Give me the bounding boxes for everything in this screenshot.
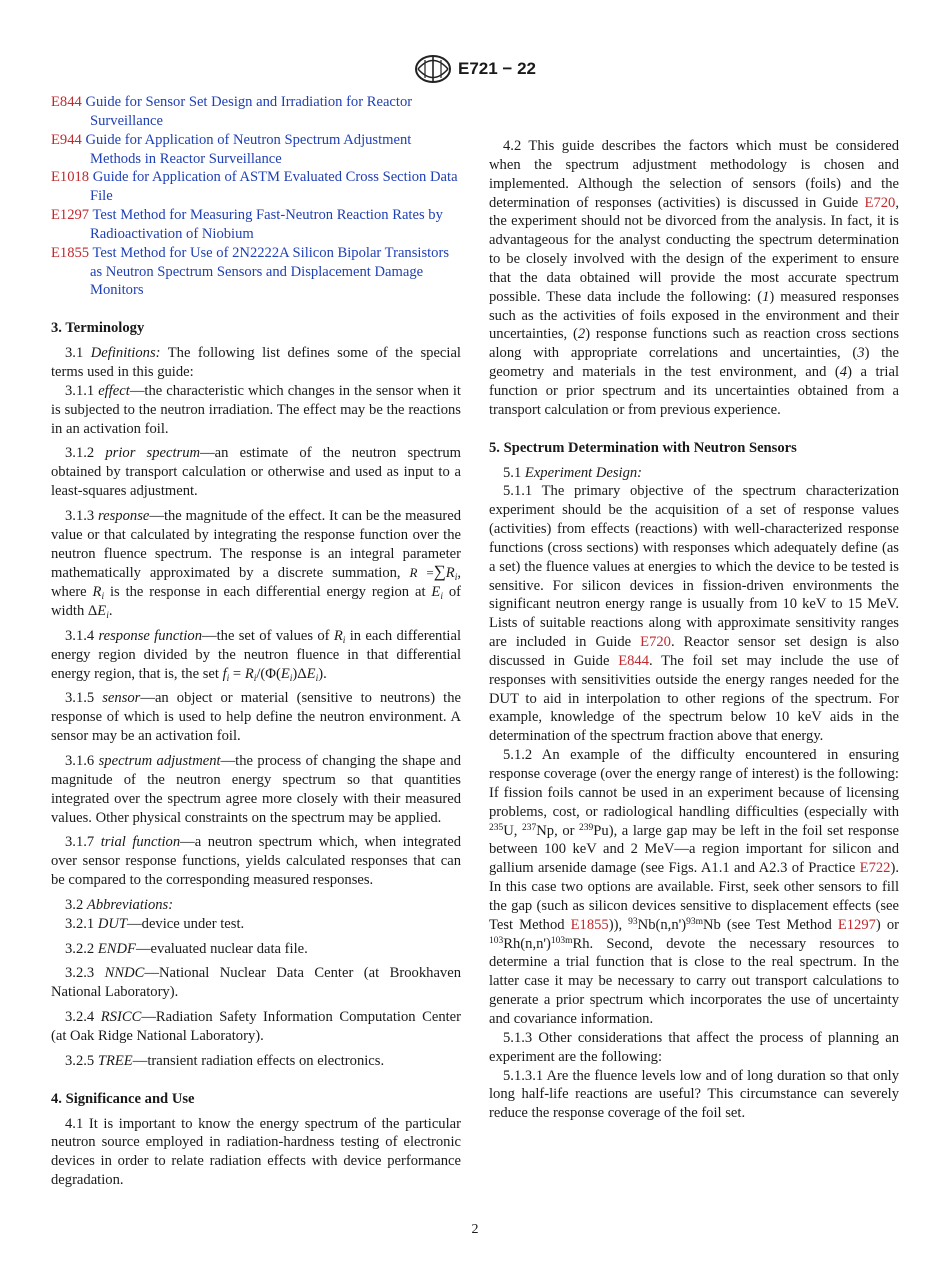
para-3-1: 3.1 Definitions: The following list defines some of the special terms used in this guide: — [51, 345, 461, 380]
section-5-heading: 5. Spectrum Determination with Neutron Sensors — [489, 439, 797, 456]
para-3-2-2: 3.2.2 ENDF—evaluated nuclear data file. — [65, 940, 308, 957]
section-4-heading: 4. Significance and Use — [51, 1090, 195, 1107]
ref-title[interactable]: Test Method for Measuring Fast-Neutron Reaction Rates by Radioactivation of Niobium — [90, 207, 443, 242]
section-3-heading: 3. Terminology — [51, 320, 145, 337]
reference-e844[interactable] — [51, 93, 461, 131]
left-column — [51, 93, 461, 1190]
link-e722[interactable]: E722 — [859, 860, 891, 877]
reference-e944[interactable] — [51, 131, 461, 169]
ref-code[interactable]: E844 — [51, 94, 82, 110]
ref-title[interactable]: Guide for Application of Neutron Spectrum Adjustment Methods in Reactor Surveillance — [85, 131, 412, 167]
reference-e1297[interactable] — [51, 206, 461, 244]
ref-code[interactable]: E944 — [51, 131, 82, 148]
link-e720[interactable]: E720 — [640, 634, 671, 651]
para-3-2-5: 3.2.5 TREE—transient radiation effects on electronics. — [65, 1052, 385, 1069]
para-3-2-3: 3.2.3 NNDC—National Nuclear Data Center (at Brookhaven National Laboratory). — [51, 965, 461, 1001]
para-4-1: 4.1 It is important to know the energy spectrum of the particular neutron source employed in radiation-hardness testing of electronic devices in order to relate radiation effects with device performance degradation. — [51, 1115, 461, 1189]
para-3-2-1: 3.2.1 DUT—device under test. — [65, 915, 245, 932]
para-3-1-2: 3.1.2 prior spectrum—an estimate of the neutron spectrum obtained by transport calculation or otherwise and used as input to a least-squares adjustment. — [51, 445, 461, 500]
link-e1297[interactable]: E1297 — [837, 916, 876, 933]
document-designation: E721 − 22 — [458, 59, 536, 78]
reference-e1018[interactable] — [51, 168, 461, 206]
para-3-2: 3.2 Abbreviations: — [65, 896, 174, 913]
page-number: 2 — [471, 1222, 479, 1237]
right-column — [489, 93, 899, 1123]
astm-logo-icon — [414, 54, 452, 84]
para-3-1-6: 3.1.6 spectrum adjustment—the process of changing the shape and magnitude of the neutron energy spectrum so that quantities integrated over the spectrum agree more closely with their measured values. Other physical constraints on the spectrum may be applied. — [51, 753, 462, 826]
para-5-1: 5.1 Experiment Design: — [503, 464, 643, 481]
ref-code[interactable]: E1297 — [51, 207, 90, 224]
page-header — [0, 54, 950, 84]
ref-title[interactable]: Test Method for Use of 2N2222A Silicon Bipolar Transistors as Neutron Spectrum Sensors and Displacement Damage Monitors — [90, 244, 450, 299]
para-5-1-1: 5.1.1 The primary objective of the spectrum characterization experiment should be the acquisition of a set of response values (activities) from effects (reactions) with well-characterized response functions (cross sections) with responses which adequately define (as a set) the fluence values at energies to which the device to be tested is sensitive. For silicon devices in fission-driven environments the significant neutron energy range is usually from 10 keV to 15 MeV. Lists of suitable reactions along with approximate sensitivity ranges are included in Guide E720. Reactor sensor set design is also discussed in Guide E844. The foil set may include the use of responses with sensitivities outside the energy ranges needed for the DUT to aid in interpolation to other regions of the spectrum. For example, knowledge of the spectrum below 10 keV aids in the determination of the spectrum fraction above that energy. — [489, 483, 899, 745]
para-3-1-1: 3.1.1 effect—the characteristic which changes in the sensor when it is subjected to the neutron irradiation. The effect may be the reactions in an activation foil. — [51, 382, 461, 437]
link-e720[interactable]: E720 — [864, 194, 896, 211]
ref-code[interactable]: E1855 — [51, 244, 90, 261]
para-4-2: 4.2 This guide describes the factors which must be considered when the spectrum adjustment methodology is chosen and implemented. Although the selection of sensors (foils) and the determination of responses (activities) is discussed in Guide E720, the experiment should not be divorced from the analysis. In fact, it is advantageous for the analyst conducting the spectrum determination to be closely involved with the design of the experiment to ensure that the data obtained will provide the most accurate spectrum possible. These data include the following: (1) measured responses such as the activities of foils exposed in the environment and their uncertainties, (2) response functions such as reaction cross sections along with appropriate correlations and uncertainties, (3) the geometry and materials in the test environment, and (4) a trial function or prior spectrum and its uncertainties obtained from a transport calculation or from previous experience. — [489, 138, 900, 418]
ref-title[interactable]: Guide for Sensor Set Design and Irradiation for Reactor Surveillance — [85, 94, 413, 129]
para-3-1-4: 3.1.4 response function—the set of values of $R_i$ in each differential energy region divided by the neutron fluence in that differential energy region, that is, the set $f_i = R_i/(\Phi(E_i)\Delta E_i)$. — [51, 627, 461, 684]
para-3-1-5: 3.1.5 sensor—an object or material (sensitive to neutrons) the response of which is used to help define the neutron environment. A sensor may be an activation foil. — [51, 690, 461, 745]
ref-code[interactable]: E1018 — [51, 169, 90, 186]
ref-title[interactable]: Guide for Application of ASTM Evaluated Cross Section Data File — [90, 169, 458, 205]
para-3-1-7: 3.1.7 trial function—a neutron spectrum which, when integrated over sensor response functions, yields calculated responses that can be compared to the corresponding measured responses. — [51, 834, 461, 889]
para-5-1-2: 5.1.2 An example of the difficulty encountered in ensuring response coverage (over the energy range of interest) is the following: If fission foils cannot be used in an experiment because of licensing problems, cost, or radiological handling difficulties (especially with $^{235}$U, $^{237}$Np, or $^{239}$Pu), a large gap may be left in the foil set response between 100 keV and 2 MeV—a region important for silicon and gallium arsenide damage (see Figs. A1.1 and A2.3 of Practice E722). In this case two options are available. First, seek other sensors to fill the gap (such as silicon devices sensitive to displacement effects (see Test Method E1855)), $^{93}Nb(n,n')^{93m}Nb$ (see Test Method E1297) or $^{103}Rh(n,n')^{103m}Rh$. Second, devote the necessary resources to determine a trial function that is close to the real spectrum. In the latter case it may be necessary to carry out transport calculations to generate a prior spectrum which incorporates the use of uncertainty and covariance information. — [489, 747, 899, 1027]
reference-e1855[interactable] — [51, 244, 461, 301]
para-5-1-3-1: 5.1.3.1 Are the fluence levels low and of long duration so that only long half-life reactions are useful? This circumstance can severely reduce the response coverage of the foil set. — [489, 1067, 899, 1122]
para-3-2-4: 3.2.4 RSICC—Radiation Safety Information Computation Center (at Oak Ridge National Laboratory). — [51, 1009, 462, 1044]
link-e844[interactable]: E844 — [618, 652, 649, 669]
link-e1855[interactable]: E1855 — [570, 916, 609, 933]
para-3-1-3: 3.1.3 response—the magnitude of the effect. It can be the measured value or that calculated by integrating the response function over the neutron fluence spectrum. The response is an integral parameter mathematically approximated by a discrete summation, $R =\sum R_i$, where $R_i$ is the response in each differential energy region at $E_i$ of width $\Delta E_i$. — [51, 507, 462, 622]
para-5-1-3: 5.1.3 Other considerations that affect the process of planning an experiment are the following: — [489, 1029, 899, 1065]
